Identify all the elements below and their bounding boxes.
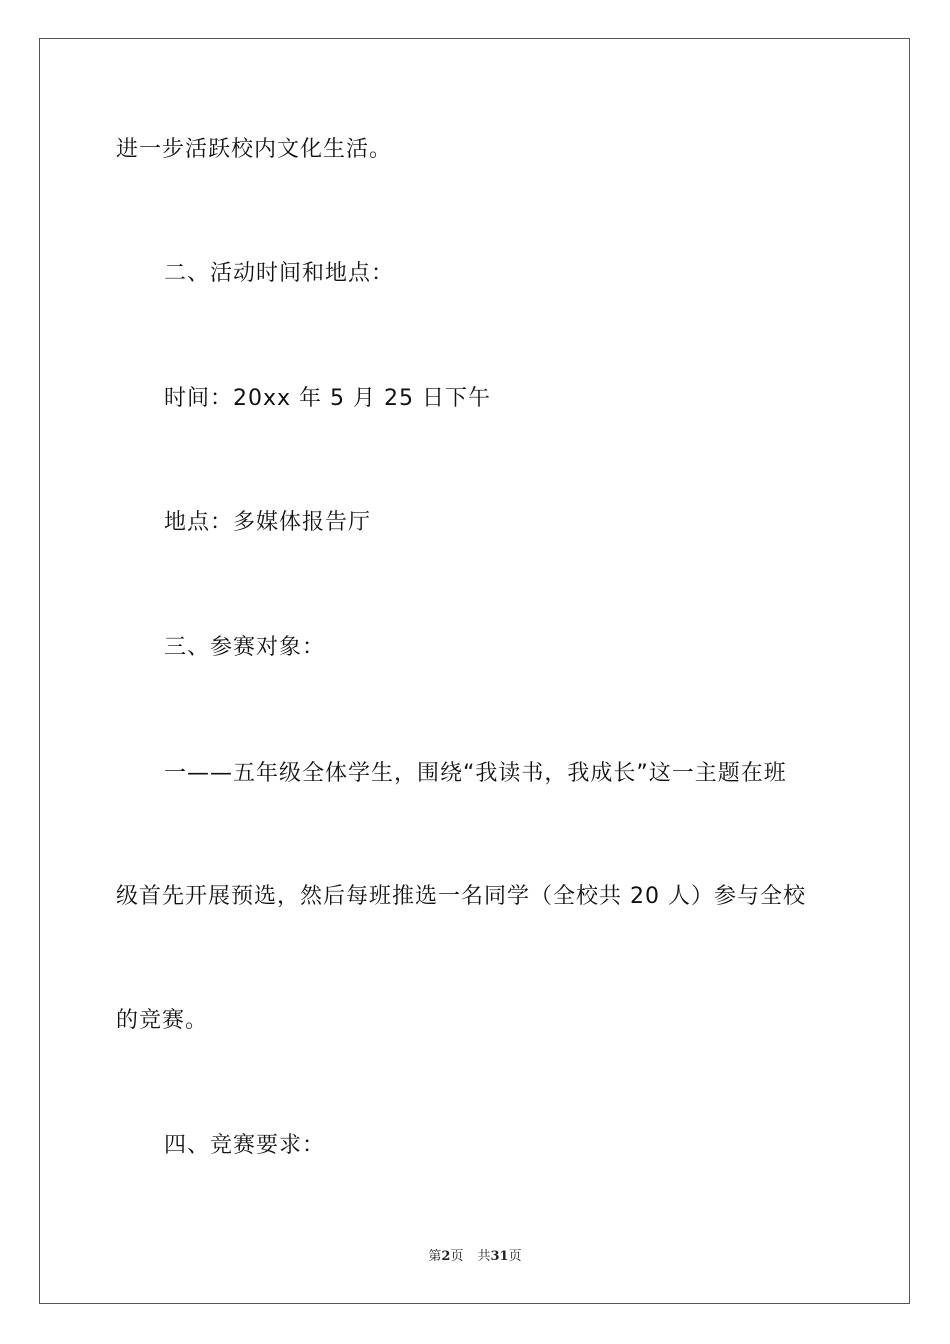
participants-line-3: 的竞赛。 bbox=[116, 1008, 209, 1033]
place-line: 地点：多媒体报告厅 bbox=[164, 510, 372, 535]
footer-total-prefix: 共 bbox=[477, 1249, 491, 1264]
page-border bbox=[39, 38, 910, 1304]
footer-page-number: 2 bbox=[441, 1249, 451, 1264]
footer-page-unit: 页 bbox=[450, 1249, 464, 1264]
footer-total-pages: 31 bbox=[490, 1249, 509, 1264]
section-heading-participants: 三、参赛对象： bbox=[164, 635, 326, 660]
time-line: 时间：20xx 年 5 月 25 日下午 bbox=[164, 386, 491, 411]
page-footer bbox=[0, 1248, 950, 1266]
section-heading-requirements: 四、竞赛要求： bbox=[164, 1133, 326, 1158]
body-line-continuation: 进一步活跃校内文化生活。 bbox=[116, 137, 393, 162]
participants-line-2: 级首先开展预选，然后每班推选一名同学（全校共 20 人）参与全校 bbox=[116, 884, 806, 909]
section-heading-time-place: 二、活动时间和地点： bbox=[164, 261, 395, 286]
footer-total-unit: 页 bbox=[508, 1249, 522, 1264]
participants-line-1: 一——五年级全体学生，围绕“我读书，我成长”这一主题在班 bbox=[164, 761, 787, 786]
footer-prefix: 第 bbox=[428, 1249, 442, 1264]
